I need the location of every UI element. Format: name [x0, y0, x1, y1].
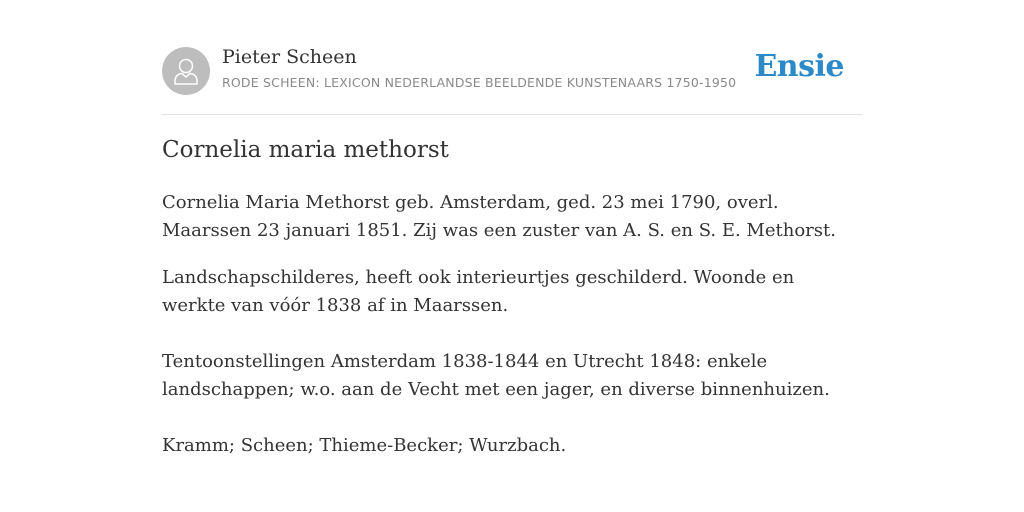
entry-card: [162, 0, 862, 456]
paragraph-references: Kramm; Scheen; Thieme-Becker; Wurzbach.: [162, 435, 567, 456]
paragraph-description: Landschapschilderes, heeft ook interieurtjes geschilderd. Woonde en werkte van vóór 1838 af in Maarssen.: [162, 267, 795, 316]
ensie-logo[interactable]: Ensie: [754, 49, 844, 84]
user-icon: [172, 56, 200, 86]
entry-title: Cornelia maria methorst: [162, 137, 449, 163]
source-title[interactable]: RODE SCHEEN: LEXICON NEDERLANDSE BEELDENDE KUNSTENAARS 1750-1950: [222, 75, 737, 90]
author-avatar: [162, 47, 210, 95]
entry-header: [162, 0, 862, 115]
paragraph-exhibitions: Tentoonstellingen Amsterdam 1838-1844 en Utrecht 1848: enkele landschappen; w.o. aan de Vecht met een jager, en diverse binnenhuizen.: [162, 351, 830, 400]
paragraph-biography: Cornelia Maria Methorst geb. Amsterdam, ged. 23 mei 1790, overl. Maarssen 23 januari 1851. Zij was een zuster van A. S. en S. E. Methorst.: [162, 192, 836, 241]
entry-body: [162, 189, 862, 460]
author-name[interactable]: Pieter Scheen: [222, 46, 357, 68]
